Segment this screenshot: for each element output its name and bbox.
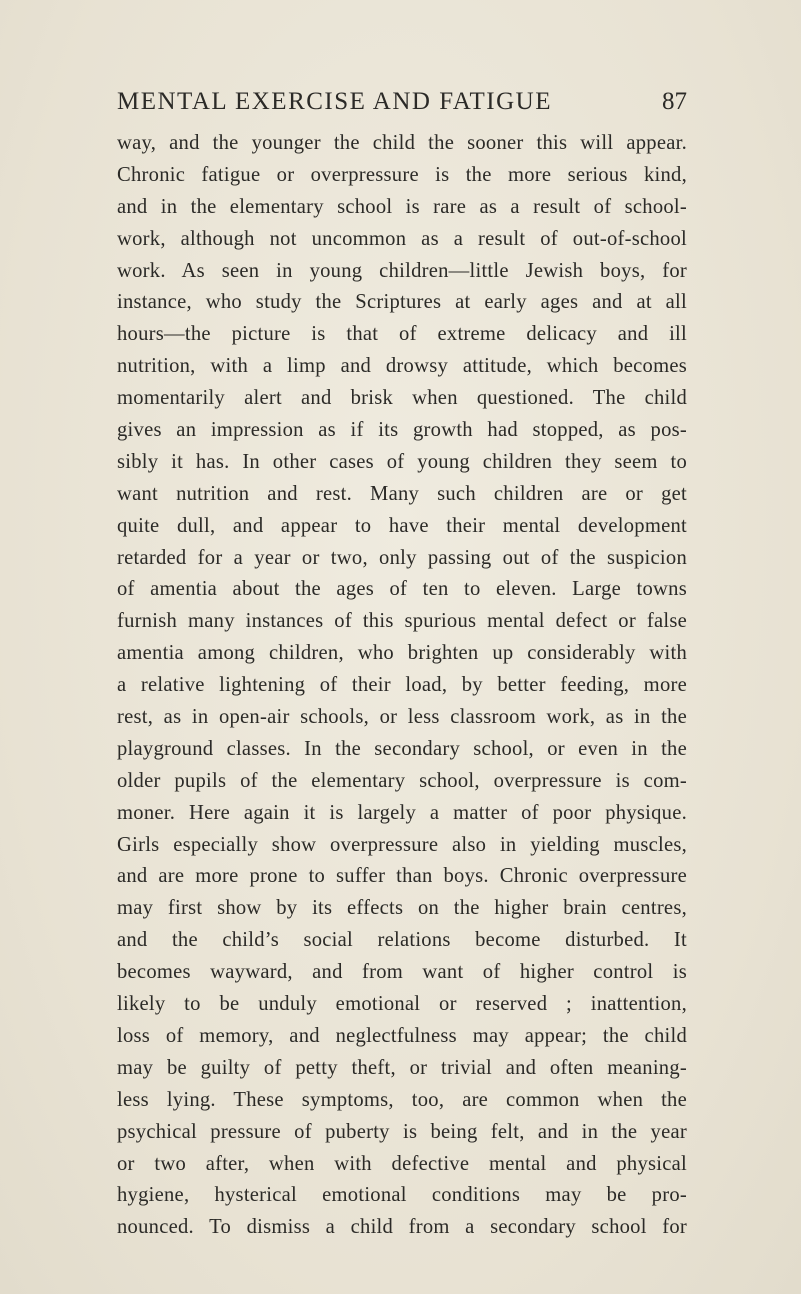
text-line: or two after, when with defective mental and physical (117, 1152, 687, 1175)
text-line: and are more prone to suffer than boys. Chronic overpressure (117, 865, 687, 888)
body-paragraph (117, 128, 687, 1244)
text-line: want nutrition and rest. Many such children are or get (117, 482, 687, 505)
running-title: MENTAL EXERCISE AND FATIGUE (117, 88, 553, 115)
text-line: instance, who study the Scriptures at early ages and at all (117, 291, 687, 314)
text-line: a relative lightening of their load, by better feeding, more (117, 674, 687, 697)
text-line: quite dull, and appear to have their mental development (117, 514, 687, 537)
text-line: moner. Here again it is largely a matter of poor physique. (117, 801, 687, 824)
text-line: of amentia about the ages of ten to eleven. Large towns (117, 578, 687, 601)
text-line: furnish many instances of this spurious mental defect or false (117, 610, 687, 633)
text-line: momentarily alert and brisk when questioned. The child (117, 387, 687, 410)
text-line: may be guilty of petty theft, or trivial and often meaning- (117, 1056, 687, 1079)
text-line: amentia among children, who brighten up considerably with (117, 642, 687, 665)
text-line: way, and the younger the child the sooner this will appear. (117, 132, 687, 154)
text-line: likely to be unduly emotional or reserved ; inattention, (117, 993, 687, 1016)
text-line: retarded for a year or two, only passing out of the suspicion (117, 546, 687, 569)
text-line: older pupils of the elementary school, overpressure is com- (117, 769, 687, 792)
text-line: rest, as in open-air schools, or less classroom work, as in the (117, 706, 687, 729)
running-header (117, 86, 687, 118)
text-line: less lying. These symptoms, too, are common when the (117, 1088, 687, 1111)
text-line: hours—the picture is that of extreme delicacy and ill (117, 323, 687, 346)
text-line: hygiene, hysterical emotional conditions may be pro- (117, 1184, 687, 1207)
text-line: sibly it has. In other cases of young children they seem to (117, 450, 687, 473)
text-line: loss of memory, and neglectfulness may appear; the child (117, 1024, 687, 1047)
text-line: gives an impression as if its growth had stopped, as pos- (117, 419, 687, 442)
text-line: psychical pressure of puberty is being felt, and in the year (117, 1120, 687, 1143)
text-line: and in the elementary school is rare as a result of school- (117, 195, 687, 218)
text-line: nounced. To dismiss a child from a secondary school for (117, 1216, 687, 1239)
text-line: becomes wayward, and from want of higher control is (117, 961, 687, 984)
text-line: Chronic fatigue or overpressure is the more serious kind, (117, 163, 687, 186)
text-line: may first show by its effects on the higher brain centres, (117, 897, 687, 920)
text-line: work. As seen in young children—little Jewish boys, for (117, 259, 687, 282)
text-line: and the child’s social relations become disturbed. It (117, 929, 687, 952)
text-line: nutrition, with a limp and drowsy attitude, which becomes (117, 355, 687, 378)
page-number: 87 (662, 88, 687, 115)
text-line: Girls especially show overpressure also in yielding muscles, (117, 833, 687, 856)
text-line: work, although not uncommon as a result of out-of-school (117, 227, 687, 250)
text-line: playground classes. In the secondary school, or even in the (117, 737, 687, 760)
